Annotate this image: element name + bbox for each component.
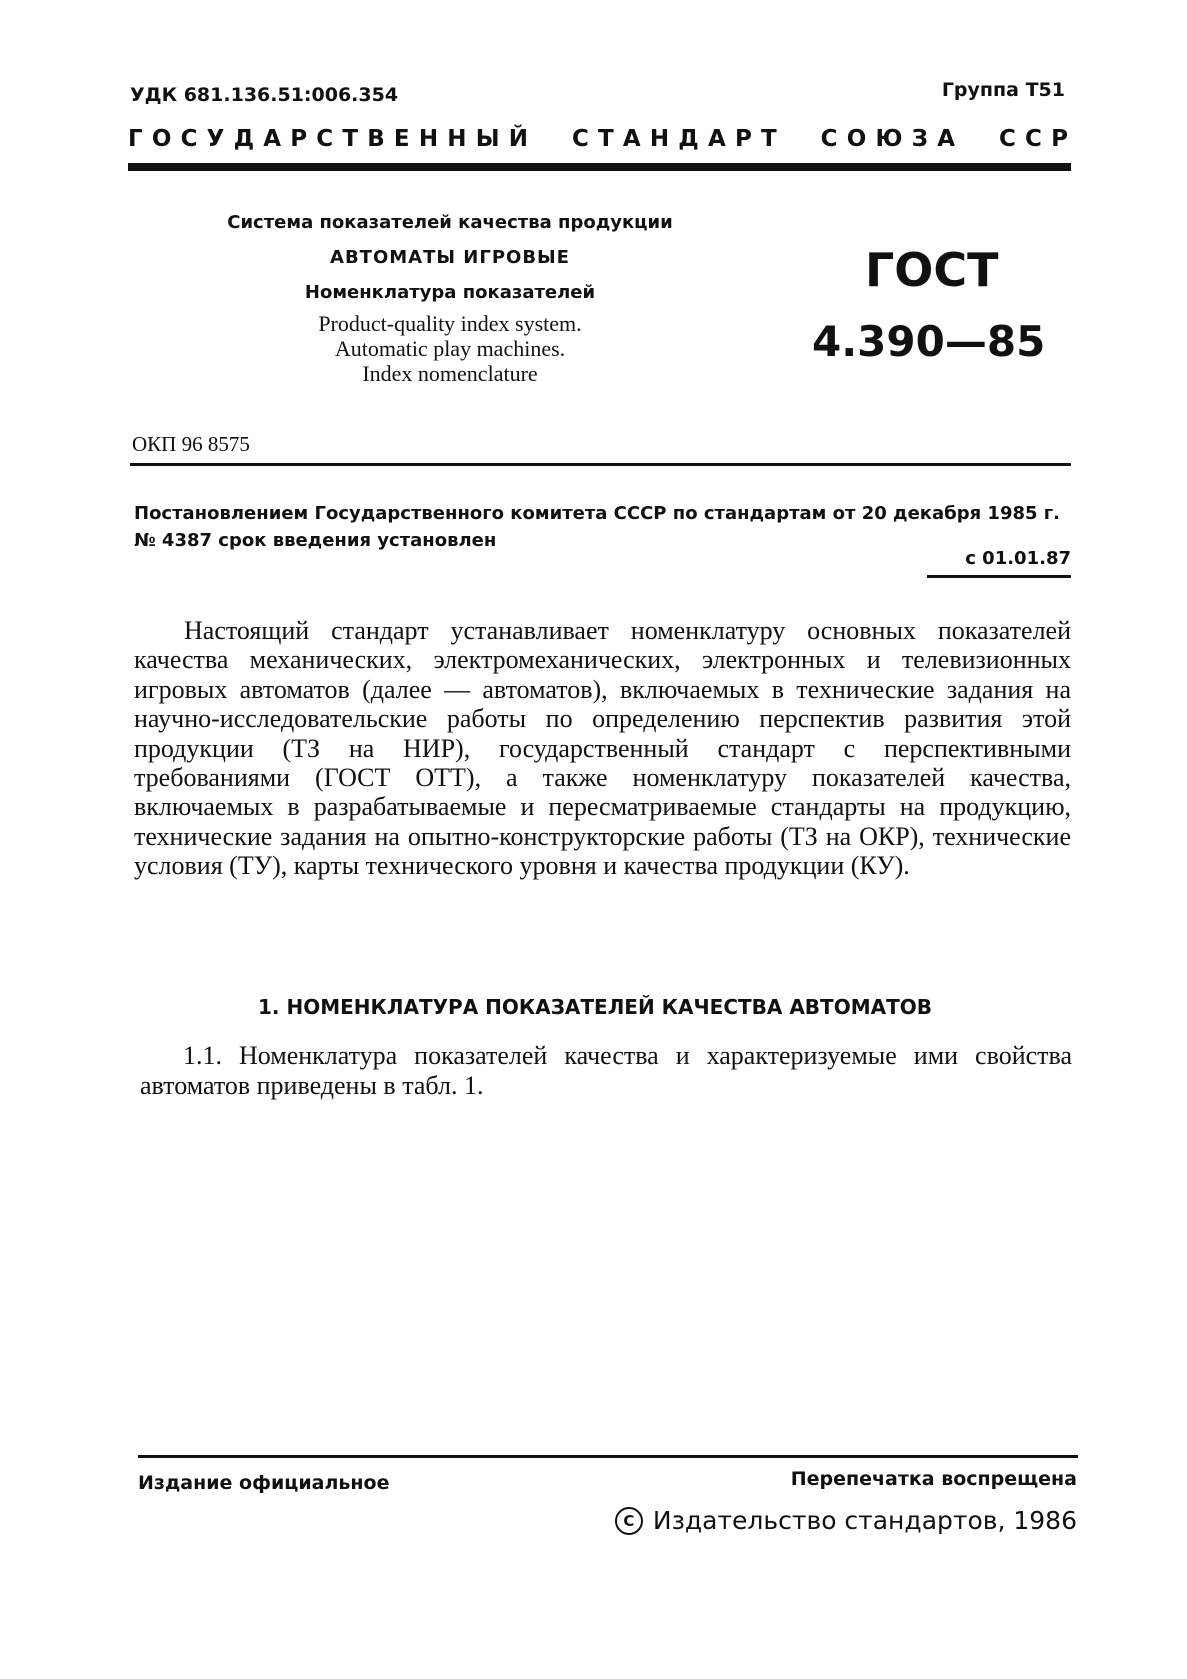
english-line-3: Index nomenclature (362, 361, 538, 386)
footer-rule (138, 1455, 1078, 1458)
gost-label: ГОСТ (865, 243, 999, 297)
english-line-2: Automatic play machines. (334, 336, 566, 361)
english-title (200, 311, 700, 386)
copyright-icon: C (615, 1507, 643, 1535)
system-title: Система показателей качества продукции (227, 212, 673, 233)
gost-number: 4.390—85 (812, 317, 1046, 366)
heading-word-3: С О Ю З А (820, 126, 955, 152)
decree-text: Постановлением Государственного комитета СССР по стандартам от 20 декабря 1985 г. № 4387 срок введения установлен (134, 503, 1061, 551)
heading-word-1: Г О С У Д А Р С Т В Е Н Н Ы Й (128, 126, 528, 152)
okp-code: ОКП 96 8575 (132, 432, 250, 456)
publisher-line (615, 1506, 1077, 1535)
group-code: Группа Т51 (941, 79, 1065, 101)
reprint-notice: Перепечатка воспрещена (790, 1468, 1077, 1490)
product-title: АВТОМАТЫ ИГРОВЫЕ (330, 247, 570, 268)
clause-1-1: 1.1. Номенклатура показателей качества и характеризуемые ими свойства автоматов приведены в табл. 1. (140, 1041, 1072, 1100)
official-edition: Издание официальное (138, 1472, 390, 1494)
effective-date: с 01.01.87 (965, 548, 1071, 569)
title-block (200, 212, 700, 386)
publisher-name: Издательство стандартов, 1986 (652, 1506, 1077, 1535)
heading-word-2: С Т А Н Д А Р Т (571, 126, 777, 152)
subject-title: Номенклатура показателей (304, 282, 596, 303)
date-underline (927, 575, 1071, 578)
english-line-1: Product-quality index system. (318, 311, 582, 336)
udk-code: УДК 681.136.51:006.354 (130, 84, 399, 106)
okp-rule (130, 463, 1071, 466)
heading-word-4: С С Р (998, 126, 1068, 152)
intro-paragraph: Настоящий стандарт устанавливает номенклатуру основных показателей качества механических, электромеханических, электронных и телевизионных игровых автоматов (далее — автоматов), включаемых в технические задания на научно-исследовательские работы по определению перспектив развития этой продукции (ТЗ на НИР), государственный стандарт с перспективными требованиями (ГОСТ ОТТ), а также номенклатуру показателей качества, включаемых в разрабатываемые и пересматриваемые стандарты на продукцию, технические задания на опытно-конструкторские работы (ТЗ на ОКР), технические условия (ТУ), карты технического уровня и качества продукции (КУ). (134, 616, 1071, 881)
section-title: 1. НОМЕНКЛАТУРА ПОКАЗАТЕЛЕЙ КАЧЕСТВА АВТОМАТОВ (258, 995, 932, 1019)
heading-rule (128, 163, 1071, 171)
state-standard-heading (128, 126, 1068, 152)
